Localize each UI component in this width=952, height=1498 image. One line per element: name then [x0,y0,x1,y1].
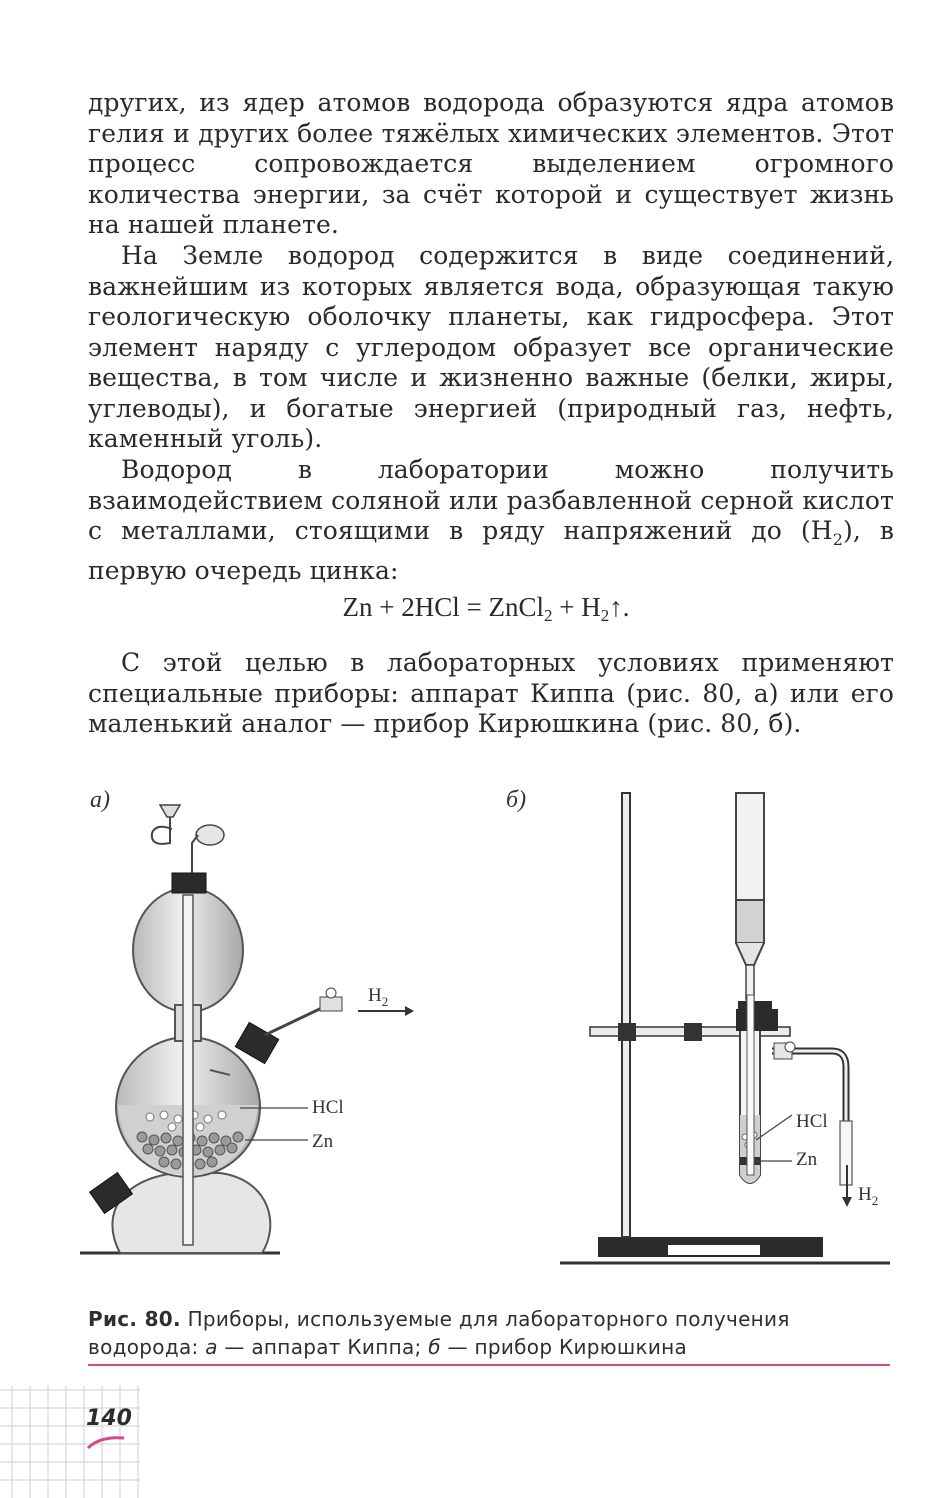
grid-decoration [0,1386,140,1498]
equation-left: Zn + 2HCl = ZnCl [342,592,544,622]
caption-underline [88,1364,890,1366]
caption-b: б [428,1335,441,1359]
kiryushkin-zn-label: Zn [796,1149,818,1170]
equation-mid: + H [552,592,601,622]
paragraph-1 [88,88,894,241]
kipp-zn-label: Zn [312,1131,334,1152]
page-number: 140 [86,1406,132,1431]
equation-sub-2: 2 [600,606,610,625]
paragraph-3 [88,455,894,586]
kiryushkin-apparatus-illustration [560,785,900,1275]
paragraph-2-text: На Земле водород содержится в виде соединений, важнейшим из которых является вода, образующая такую геологическую оболочку планеты, как гидросфера. Этот элемент наряду с углеродом образует все органические вещества, в том числе и жизненно важные (белки, жиры, углеводы), и богатые энергией (природный газ, нефть, каменный уголь). [88,241,894,453]
caption-text-1: Приборы, используемые для лабораторного получения водорода: [88,1307,790,1359]
caption-a: а [205,1335,218,1359]
figure-caption [88,1305,888,1361]
caption-text-3: — прибор Кирюшкина [440,1335,688,1359]
kiryushkin-hcl-label: HCl [796,1111,828,1132]
caption-text-2: — аппарат Киппа; [217,1335,429,1359]
kiryushkin-h2-label: $H_2$ [858,1184,879,1208]
equation-arrow: ↑. [609,592,630,622]
paragraph-2 [88,241,894,455]
kipp-hcl-label: HCl [312,1097,344,1118]
figure-label-b: б) [506,787,527,813]
figure-label-a: а) [90,787,110,813]
kipp-h2-label: $H_2$ [368,985,389,1009]
chemical-equation [0,592,952,626]
paragraph-3-subscript: 2 [832,530,843,549]
paragraph-3-text: Водород в лаборатории можно получить взаимодействием соляной или разбавленной серной кислот с металлами, стоящими в ряду напряжений до (H [88,455,894,545]
paragraph-3-text-end: ), в первую очередь цинка: [88,516,895,585]
paragraph-1-text: других, из ядер атомов водорода образуются ядра атомов гелия и других более тяжёлых химических элементов. Этот процесс сопровождается выделением огромного количества энергии, за счёт которой и существует жизнь на нашей планете. [88,88,894,239]
caption-figure-ref: Рис. 80. [88,1307,181,1331]
paragraph-4 [88,648,894,740]
kipp-apparatus-illustration [80,785,440,1265]
paragraph-4-text: С этой целью в лабораторных условиях применяют специальные приборы: аппарат Киппа (рис. 80, а) или его маленький аналог — прибор Кирюшкина (рис. 80, б). [88,648,894,738]
equation-sub-1: 2 [543,606,553,625]
